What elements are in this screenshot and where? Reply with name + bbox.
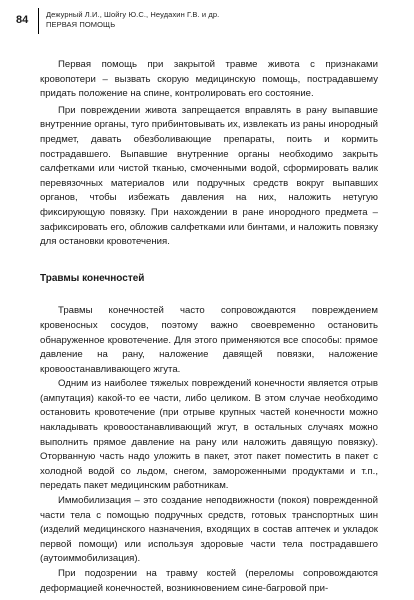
paragraph-closed-abdominal-injury: Первая помощь при закрытой травме живота с признаками кровопотери – вызвать скорую медицинскую помощь, пострадавшему придать положение на спине, контролировать его состояние.	[40, 59, 378, 100]
section-heading-limb-injuries: Травмы конечностей	[40, 272, 145, 284]
paragraph-amputation: Одним из наиболее тяжелых повреждений конечности является отрыв (ампутация) какой-то ее части, либо целиком. В этом случае необходимо остановить кровотечение (при отрыве крупных частей конечности можно накладывать кровоостанавливающий жгут, в остальных случаях можно выполнить прямое давление на рану или наложить давящую повязку). Оторванную часть надо уложить в пакет, этот пакет поместить в пакет с холодной водой со льдом, снегом, замороженными продуктами и т.п., передать пакет медицинским работникам.	[40, 378, 378, 492]
paragraph-abdominal-prohibitions: При повреждении живота запрещается вправлять в рану выпавшие внутренние органы, туго прибинтовывать их, извлекать из раны инородный предмет, давать обезболивающие препараты, поить и кормить пострадавшего. Выпавшие внутренние органы необходимо закрыть салфетками или чистой тканью, смоченными водой, сформировать валик перевязочных материалов или подручных средств вокруг выпавших органов, чтобы избежать давления на них, наложить нетугую фиксирующую повязку. При нахождении в ране инородного предмета – зафиксировать его, обложив салфетками или бинтами, и наложить повязку для остановки кровотечения.	[40, 104, 378, 248]
header-divider	[38, 8, 39, 34]
paragraph-immobilization: Иммобилизация – это создание неподвижности (покоя) поврежденной части тела с помощью подручных средств, готовых транспортных шин (изделий медицинского назначения, входящих в состав аптечек и укладок первой помощи) или используя здоровые части тела пострадавшего (аутоиммобилизация).	[40, 495, 378, 565]
paragraph-limb-bleeding: Травмы конечностей часто сопровождаются повреждением кровеносных сосудов, поэтому важно своевременно остановить обнаруженное кровотечение. Для этого применяются все способы: прямое давление на рану, наложение давящей повязки, наложение кровоостанавливающего жгута.	[40, 305, 378, 375]
header-authors: Дежурный Л.И., Шойгу Ю.С., Неудахин Г.В. и др.	[46, 10, 220, 19]
header-book-title: ПЕРВАЯ ПОМОЩЬ	[46, 20, 116, 29]
paragraph-fracture-suspicion: При подозрении на травму костей (переломы сопровождаются деформацией конечностей, возникновением сине-багровой при-	[40, 568, 378, 594]
page-body	[40, 58, 378, 596]
page-number: 84	[16, 14, 29, 26]
header-text-block	[46, 10, 219, 30]
running-header	[8, 8, 406, 34]
